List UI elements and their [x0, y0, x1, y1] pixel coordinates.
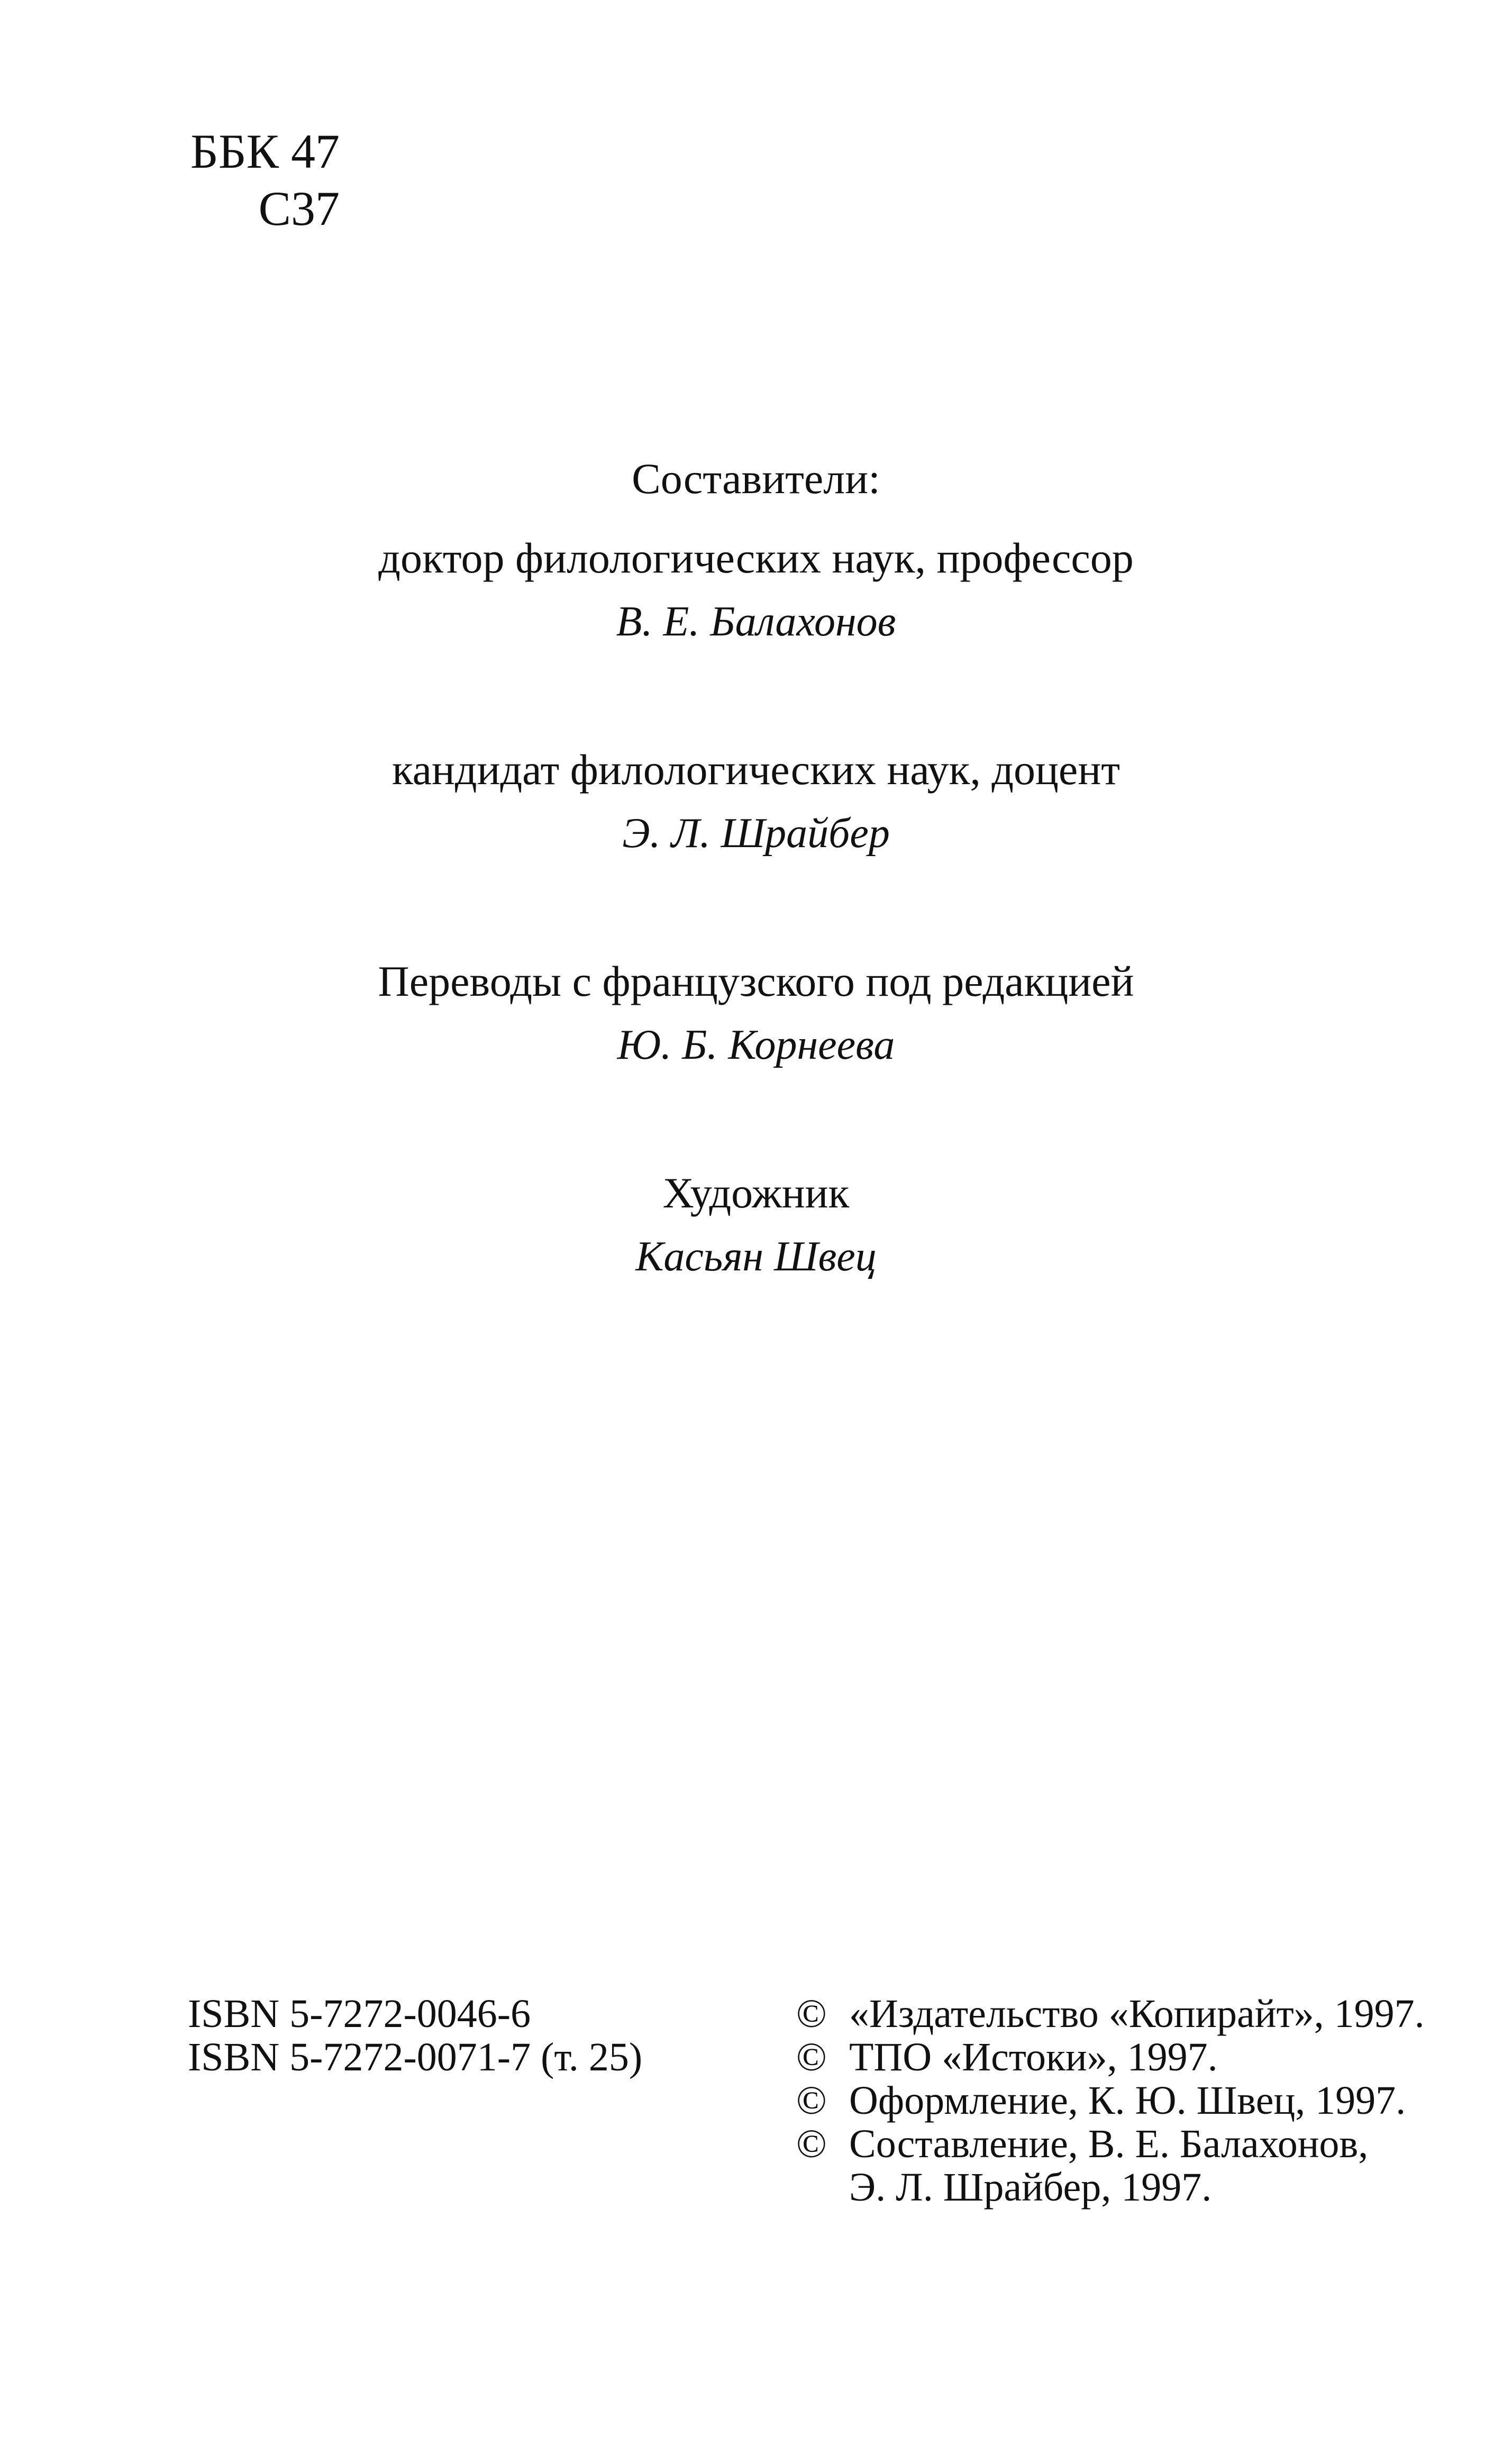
library-classification [190, 123, 340, 237]
artist-role: Художник [662, 1169, 850, 1217]
copyright-block [796, 1992, 1425, 2209]
copyright-row [796, 2079, 1425, 2122]
translation-editor-name: Ю. Б. Корнеева [617, 1022, 895, 1068]
copyright-symbol: © [796, 1992, 827, 2036]
artist-block [0, 1161, 1512, 1288]
copyright-text: «Издательство «Копирайт», 1997. [849, 1992, 1425, 2036]
copyright-row [796, 2122, 1425, 2166]
author-mark: С37 [258, 181, 340, 235]
credits-section [0, 447, 1512, 1373]
copyright-text: ТПО «Истоки», 1997. [849, 2035, 1218, 2079]
isbn-block [188, 1992, 642, 2079]
bbk-code: ББК 47 [190, 124, 340, 178]
copyright-text: Оформление, К. Ю. Швец, 1997. [849, 2078, 1406, 2123]
copyright-row [796, 2035, 1425, 2079]
isbn-line: ISBN 5-7272-0071-7 (т. 25) [188, 2035, 643, 2079]
copyright-symbol: © [796, 2078, 827, 2123]
copyright-continuation: Э. Л. Шрайбер, 1997. [849, 2165, 1212, 2210]
copyright-text: Составление, В. Е. Балахонов, [849, 2122, 1369, 2166]
isbn-line: ISBN 5-7272-0046-6 [188, 1992, 531, 2036]
compiler1-name: В. Е. Балахонов [616, 598, 896, 645]
compilers-block [0, 447, 1512, 653]
artist-name: Касьян Швец [635, 1233, 877, 1280]
compilers-heading: Составители: [632, 455, 880, 503]
copyright-symbol: © [796, 2122, 827, 2166]
copyright-symbol: © [796, 2035, 827, 2079]
copyright-row [796, 1992, 1425, 2035]
compiler1-role: доктор филологических наук, профессор [378, 534, 1134, 582]
translation-block [0, 950, 1512, 1077]
translation-role: Переводы с французского под редакцией [378, 957, 1134, 1005]
compiler2-name: Э. Л. Шрайбер [622, 810, 890, 857]
compiler2-role: кандидат филологических наук, доцент [391, 746, 1121, 794]
compiler2-block [0, 738, 1512, 865]
